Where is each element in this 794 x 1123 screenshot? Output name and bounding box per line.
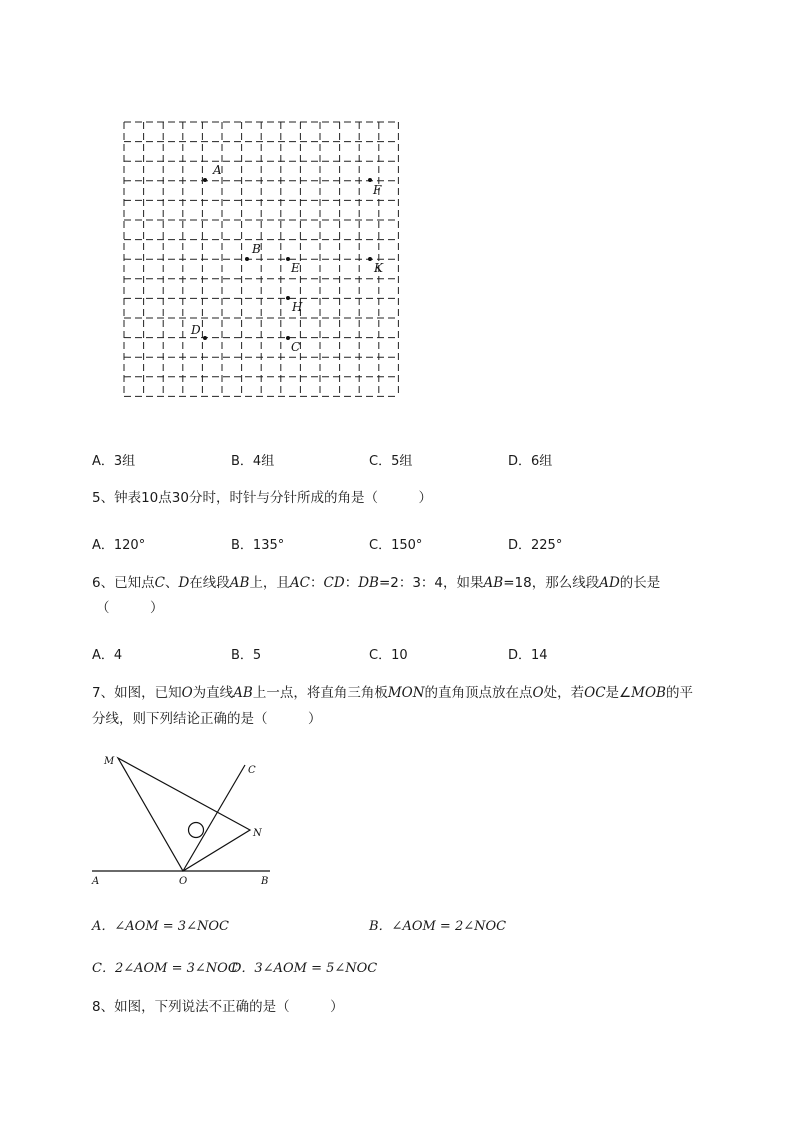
- q6-text: 、: [164, 575, 179, 591]
- q7-option-a[interactable]: A．∠AOM = 3∠NOC: [92, 919, 229, 934]
- point-K-label: K: [374, 261, 383, 275]
- q6-var-cd: CD: [323, 575, 345, 591]
- point-A-dot: [203, 178, 207, 182]
- q7-option-b[interactable]: B．∠AOM = 2∠NOC: [369, 919, 507, 934]
- q7-var-o: O: [181, 685, 193, 701]
- q6-option-b[interactable]: B．5: [231, 648, 262, 663]
- q4-option-b[interactable]: B．4组: [231, 454, 275, 469]
- q6-var-ac: AC: [289, 575, 311, 591]
- q5-stem: 5、钟表10点30分时，时针与分针所成的角是（ ）: [92, 490, 432, 506]
- point-F-dot: [368, 178, 372, 182]
- q7-option-c[interactable]: C．2∠AOM = 3∠NOC: [92, 961, 238, 976]
- q6-text: 的长是: [619, 575, 661, 591]
- ray-oc: [183, 765, 245, 871]
- q6-text: 在线段: [189, 575, 230, 591]
- q8-stem: 8、如图，下列说法不正确的是（ ）: [92, 999, 344, 1015]
- q6-text: =18，那么线段: [503, 575, 600, 591]
- q7-var-mob: MOB: [631, 685, 666, 701]
- q7-var-oc: OC: [584, 685, 606, 701]
- q7-text: 上一点，将直角三角板: [252, 685, 388, 701]
- q6-var-ad: AD: [599, 575, 620, 591]
- q6-var-c: C: [154, 575, 165, 591]
- q7-var-ab: AB: [233, 685, 253, 701]
- point-E-dot: [286, 257, 290, 261]
- label-b: B: [261, 876, 269, 887]
- point-C-label: C: [291, 340, 301, 354]
- triangle-mon: [118, 758, 250, 871]
- q4-option-d[interactable]: D．6组: [508, 454, 553, 469]
- label-o: O: [179, 876, 188, 887]
- q7-figure: [88, 750, 278, 890]
- q6-option-d[interactable]: D．14: [508, 648, 548, 663]
- point-D-dot: [203, 336, 207, 340]
- q6-var-d: D: [178, 575, 190, 591]
- point-H-dot: [286, 296, 290, 300]
- q6-text: ：: [310, 575, 324, 591]
- label-m: M: [104, 756, 115, 767]
- point-C-dot: [286, 336, 290, 340]
- q7-text: 处，若: [543, 685, 585, 701]
- q5-option-a[interactable]: A．120°: [92, 538, 146, 553]
- q6-option-a[interactable]: A．4: [92, 648, 123, 663]
- q7-text: 7、如图，已知: [92, 685, 182, 701]
- q6-text: 6、已知点: [92, 575, 155, 591]
- label-c: C: [248, 765, 256, 776]
- q5-option-c[interactable]: C．150°: [369, 538, 423, 553]
- q5-option-b[interactable]: B．135°: [231, 538, 285, 553]
- point-F-label: F: [373, 183, 382, 197]
- point-A-label: A: [213, 163, 222, 177]
- q6-var-ab: AB: [229, 575, 250, 591]
- q4-option-c[interactable]: C．5组: [369, 454, 413, 469]
- point-K-dot: [368, 257, 372, 261]
- q7-text: 的平: [665, 685, 693, 701]
- grid-figure: [118, 118, 418, 402]
- point-B-dot: [245, 257, 249, 261]
- point-E-label: E: [291, 261, 300, 275]
- q6-stem-line1: [92, 571, 660, 596]
- point-H-label: H: [292, 300, 303, 314]
- q7-stem-line1: [92, 681, 693, 706]
- q6-text: ：: [344, 575, 359, 591]
- dashed-grid: [124, 122, 398, 396]
- q7-text: 为直线: [192, 685, 234, 701]
- q7-option-d[interactable]: D．3∠AOM = 5∠NOC: [231, 961, 378, 976]
- triangle-hole: [189, 823, 204, 838]
- q6-text: 上，且: [249, 575, 290, 591]
- q4-option-a[interactable]: A．3组: [92, 454, 136, 469]
- label-n: N: [253, 828, 262, 839]
- q7-var-mon: MON: [387, 685, 425, 701]
- q7-text: 的直角顶点放在点: [424, 685, 533, 701]
- q7-stem-line2: 分线，则下列结论正确的是（ ）: [92, 711, 322, 727]
- q7-text: 是∠: [605, 685, 632, 701]
- q5-option-d[interactable]: D．225°: [508, 538, 563, 553]
- point-B-label: B: [252, 242, 261, 256]
- q6-stem-line2: （ ）: [96, 600, 164, 616]
- label-a: A: [92, 876, 100, 887]
- q6-text: =2：3：4，如果: [378, 575, 484, 591]
- q7-var-o-2: O: [532, 685, 544, 701]
- point-D-label: D: [191, 323, 201, 337]
- q6-var-ab-2: AB: [483, 575, 504, 591]
- q6-var-db: DB: [358, 575, 379, 591]
- q6-option-c[interactable]: C．10: [369, 648, 408, 663]
